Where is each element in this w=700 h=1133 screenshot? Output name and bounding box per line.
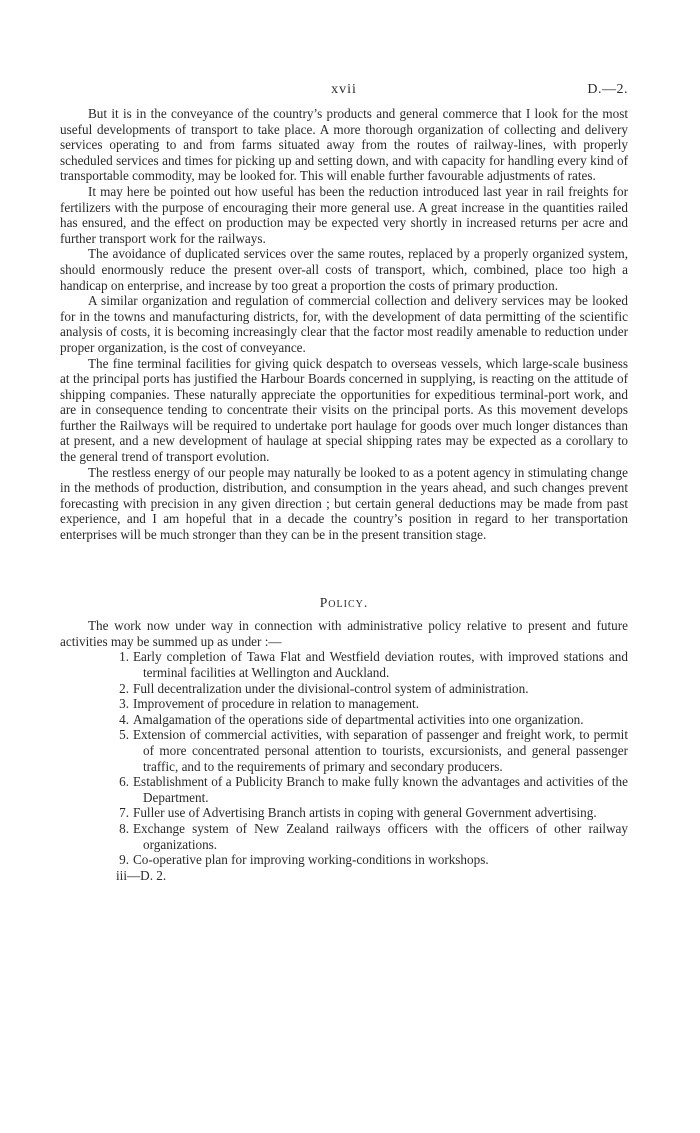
policy-list [60,649,628,867]
policy-intro: The work now under way in connection with administrative policy relative to present and future activities may be summed up as under :— [60,618,628,649]
list-item-text: Exchange system of New Zealand railways officers with the officers of other railway organizations. [133,820,628,852]
list-item-number: 6. [119,774,129,790]
list-item-number: 7. [119,805,129,821]
list-item [60,649,628,680]
list-item-number: 3. [119,696,129,712]
list-item-number: 9. [119,852,129,868]
list-item [60,774,628,805]
list-item [60,681,628,697]
list-item-number: 4. [119,711,129,727]
paragraph: The avoidance of duplicated services over the same routes, replaced by a properly organized system, should enormously reduce the present over-all costs of transport, which, combined, place too high a handicap on enterprise, and increase by too great a proportion the costs of primary production. [60,246,628,293]
list-item [60,852,628,868]
paragraph: It may here be pointed out how useful has been the reduction introduced last year in rail freights for fertilizers with the purpose of encouraging their more general use. A great increase in the quantities railed has ensured, and the effect on production may be expected very shortly in increased returns per acre and further transport work for the railways. [60,183,628,246]
list-item [60,821,628,852]
list-item-text: Amalgamation of the operations side of departmental activities into one organization. [133,711,584,727]
list-item [60,712,628,728]
list-item-text: Full decentralization under the divisional-control system of administration. [133,680,529,696]
paragraph: A similar organization and regulation of commercial collection and delivery services may be looked for in the towns and manufacturing districts, for, with the development of data permitting of the scientific analysis of costs, it is becoming increasingly clear that the factor most readily amenable to reduction under proper organization, is the cost of conveyance. [60,293,628,355]
list-item [60,696,628,712]
paragraph: But it is in the conveyance of the country’s products and general commerce that I look for the most useful developments of transport to take place. A more thorough organization of collecting and delivery services operating to and from farms situated away from the routes of railway-lines, with properly scheduled services and times for picking up and setting down, and with capacity for handling every kind of transportable commodity, may be looked for. This will enable further favourable adjustments of rates. [60,106,628,184]
page-number: xvii [331,82,357,97]
list-item-number: 8. [119,820,129,836]
list-item-number: 5. [119,727,129,743]
list-item-text: Early completion of Tawa Flat and Westfield deviation routes, with improved stations and terminal facilities at Wellington and Auckland. [133,649,628,680]
paragraph: The restless energy of our people may naturally be looked to as a potent agency in stimulating change in the methods of production, distribution, and consumption in the years ahead, and such changes prevent forecasting with precision in any given direction ; but certain general deductions may be made from past experience, and I am hopeful that in a decade the country’s position in regard to her transportation enterprises will be much stronger than they can be in the present transition stage. [60,464,628,543]
page-signature: iii—D. 2. [116,867,167,883]
list-item-text: Establishment of a Publicity Branch to make fully known the advantages and activities of the Department. [133,774,628,805]
page-header [60,82,628,100]
section-heading: Policy. [319,594,369,610]
document-reference: D.—2. [587,82,628,97]
list-item-text: Co-operative plan for improving working-conditions in workshops. [133,852,489,868]
list-item-text: Fuller use of Advertising Branch artists in coping with general Government advertising. [133,805,597,821]
document-body [60,106,628,883]
list-item-number: 1. [119,649,129,665]
list-item-text: Extension of commercial activities, with separation of passenger and freight work, to permit of more concentrated personal attention to tourists, excursionists, and general passenger traffic, and to the requirements of primary and secondary producers. [133,727,628,774]
list-item-text: Improvement of procedure in relation to management. [133,696,419,712]
list-item-number: 2. [119,680,129,696]
list-item [60,727,628,774]
paragraph: The fine terminal facilities for giving quick despatch to overseas vessels, which large-scale business at the principal ports has justified the Harbour Boards concerned in supplying, is reacting on the attitude of shipping companies. These naturally appreciate the opportunities for expeditious terminal-port work, and are in consequence tending to concentrate their visits on the principal ports. As this movement develops further the Railways will be required to undertake port haulage for goods over much longer distances than at present, and a new development of haulage at special shipping rates may be expected as a corollary to the general trend of transport evolution. [60,355,628,465]
list-item [60,805,628,821]
